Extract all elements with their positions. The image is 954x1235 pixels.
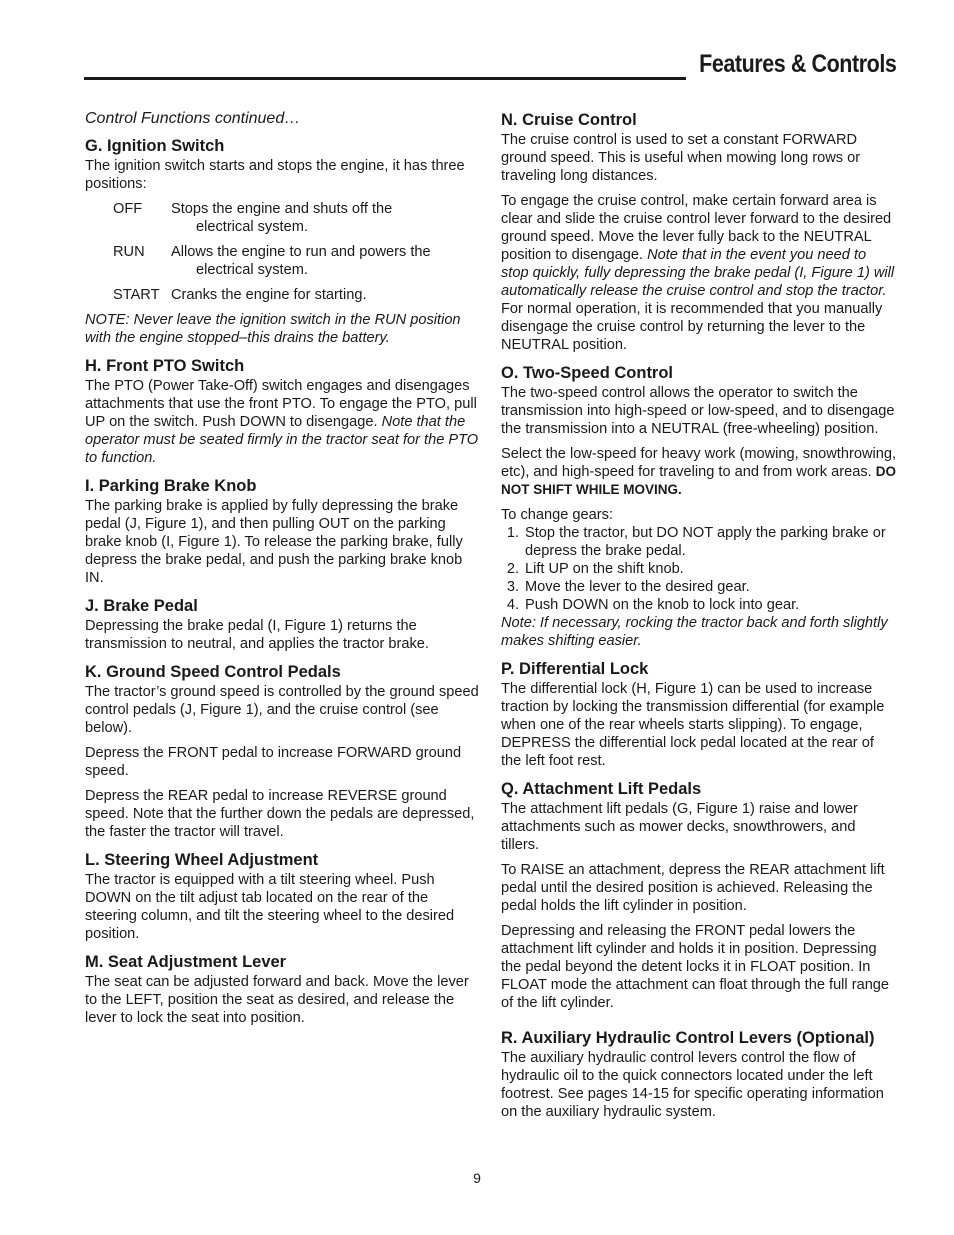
section-heading: L. Steering Wheel Adjustment [85, 851, 319, 869]
section-body: Depressing the brake pedal (I, Figure 1) returns the transmission to neutral, and applies the tractor brake. [85, 618, 429, 652]
left-column [85, 110, 481, 1036]
position-key: OFF [113, 201, 143, 217]
header-rule [84, 77, 686, 80]
section-body: To RAISE an attachment, depress the REAR attachment lift pedal until the desired position is achieved. Releasing the pedal holds the lift cylinder in position. [501, 862, 885, 914]
section-body: Depress the REAR pedal to increase REVERSE ground speed. Note that the further down the pedals are depressed, the faster the tractor will travel. [85, 788, 475, 840]
position-key: START [113, 287, 160, 303]
section-body: Depressing and releasing the FRONT pedal lowers the attachment lift cylinder and holds it in position. Depressing the pedal beyond the detent locks it in FLOAT position. In FLOAT mode the attachment can float through the full range of the lift cylinder. [501, 923, 890, 1011]
section-body: The ignition switch starts and stops the engine, it has three positions: [85, 158, 465, 192]
section-heading: R. Auxiliary Hydraulic Control Levers (Optional) [501, 1029, 875, 1047]
section-body: The two-speed control allows the operator to switch the transmission into high-speed or low-speed, and to disengage the transmission into a NEUTRAL (free-wheeling) position. [501, 385, 895, 437]
section-front-pto-switch [85, 356, 481, 467]
cruise-note: Note that in the event you need to stop quickly, fully depressing the brake pedal (I, Figure 1) will automatically release the cruise control and stop the tractor. [501, 247, 895, 299]
section-brake-pedal [85, 596, 481, 653]
section-ground-speed-pedals [85, 662, 481, 841]
position-key: RUN [113, 244, 145, 260]
section-body: The differential lock (H, Figure 1) can be used to increase traction by locking the transmission differential (for example when one of the rear wheels starts slipping). To engage, DEPRESS the differential lock pedal located at the rear of the left foot rest. [501, 681, 885, 769]
section-heading: I. Parking Brake Knob [85, 477, 257, 495]
shifting-note: Note: If necessary, rocking the tractor back and forth slightly makes shifting easier. [501, 615, 888, 649]
position-desc-cont: electrical system. [196, 262, 308, 278]
section-heading: M. Seat Adjustment Lever [85, 953, 287, 971]
section-heading: G. Ignition Switch [85, 137, 225, 155]
list-item: 2. Lift UP on the shift knob. [506, 561, 684, 577]
section-differential-lock [501, 659, 897, 770]
section-two-speed-control [501, 363, 897, 650]
section-body: Select the low-speed for heavy work (mowing, snowthrowing, etc), and high-speed for traveling to and from work areas. DO NOT SHIFT WHILE MOVING. [501, 446, 897, 497]
page-number: 9 [473, 1170, 481, 1186]
section-auxiliary-hydraulic [501, 1028, 897, 1121]
section-body: The seat can be adjusted forward and back. Move the lever to the LEFT, position the seat as desired, and release the lever to lock the seat into position. [85, 974, 469, 1026]
ignition-positions [113, 200, 481, 304]
section-parking-brake-knob [85, 476, 481, 587]
section-heading: O. Two-Speed Control [501, 364, 674, 382]
section-attachment-lift-pedals [501, 779, 897, 1012]
section-body: The cruise control is used to set a constant FORWARD ground speed. This is useful when mowing long rows or traveling long distances. [501, 132, 861, 184]
list-item: 1. Stop the tractor, but DO NOT apply the parking brake or depress the brake pedal. [506, 525, 886, 559]
section-body: To engage the cruise control, make certain forward area is clear and slide the cruise control lever forward to the desired ground speed. Move the lever fully back to the NEUTRAL position to disengage. Note that in the event you need to stop quickly, fully depressing the brake pedal (I, Figure 1) will automatically release the cruise control and stop the tractor. For normal operation, it is recommended that you manually disengage the cruise control by returning the lever to the NEUTRAL position. [501, 193, 895, 353]
position-start [113, 286, 481, 304]
section-body: The attachment lift pedals (G, Figure 1) raise and lower attachments such as mower decks, snowthrowers, and tillers. [501, 801, 858, 853]
position-desc-cont: electrical system. [196, 219, 308, 235]
shift-warning: DO NOT SHIFT WHILE MOVING. [501, 464, 897, 497]
section-body: Depress the FRONT pedal to increase FORWARD ground speed. [85, 745, 462, 779]
section-body: The parking brake is applied by fully depressing the brake pedal (J, Figure 1), and then pulling OUT on the parking brake knob (I, Figure 1). To release the parking brake, fully depress the brake pedal, and push the parking brake knob IN. [85, 498, 463, 586]
section-heading: H. Front PTO Switch [85, 357, 245, 375]
section-body: The auxiliary hydraulic control levers control the flow of hydraulic oil to the quick connectors located under the left footrest. See pages 14-15 for specific operating information on the auxiliary hydraulic system. [501, 1050, 884, 1120]
section-cruise-control [501, 110, 897, 354]
position-desc: Cranks the engine for starting. [171, 287, 367, 303]
section-body: The tractor is equipped with a tilt steering wheel. Push DOWN on the tilt adjust tab located on the rear of the steering column, and tilt the steering wheel to the desired position. [85, 872, 455, 942]
section-seat-adjustment [85, 952, 481, 1027]
section-heading: N. Cruise Control [501, 111, 637, 129]
list-item: 4. Push DOWN on the knob to lock into gear. [506, 597, 800, 613]
section-steering-wheel [85, 850, 481, 943]
section-heading: P. Differential Lock [501, 660, 649, 678]
position-run [113, 243, 481, 279]
position-off [113, 200, 481, 236]
right-column [501, 110, 897, 1130]
section-heading: J. Brake Pedal [85, 597, 198, 615]
position-desc: Stops the engine and shuts off the [171, 201, 393, 217]
gear-change-steps [501, 524, 897, 614]
position-desc: Allows the engine to run and powers the [171, 244, 431, 260]
section-body: The tractor’s ground speed is controlled by the ground speed control pedals (J, Figure 1), and the cruise control (see below). [85, 684, 479, 736]
section-ignition-switch [85, 136, 481, 347]
list-item: 3. Move the lever to the desired gear. [506, 579, 750, 595]
steps-intro: To change gears: [501, 507, 613, 523]
pto-note: Note that the operator must be seated firmly in the tractor seat for the PTO to function. [85, 414, 479, 466]
ignition-note: NOTE: Never leave the ignition switch in the RUN position with the engine stopped–this drains the battery. [85, 312, 461, 346]
section-heading: K. Ground Speed Control Pedals [85, 663, 341, 681]
page-title: Features & Controls [698, 50, 896, 78]
continued-label: Control Functions continued… [85, 110, 301, 127]
section-body: The PTO (Power Take-Off) switch engages and disengages attachments that use the front PTO. To engage the PTO, pull UP on the switch. Push DOWN to disengage. Note that the operator must be seated firmly in the tractor seat for the PTO to function. [85, 378, 479, 466]
section-heading: Q. Attachment Lift Pedals [501, 780, 702, 798]
